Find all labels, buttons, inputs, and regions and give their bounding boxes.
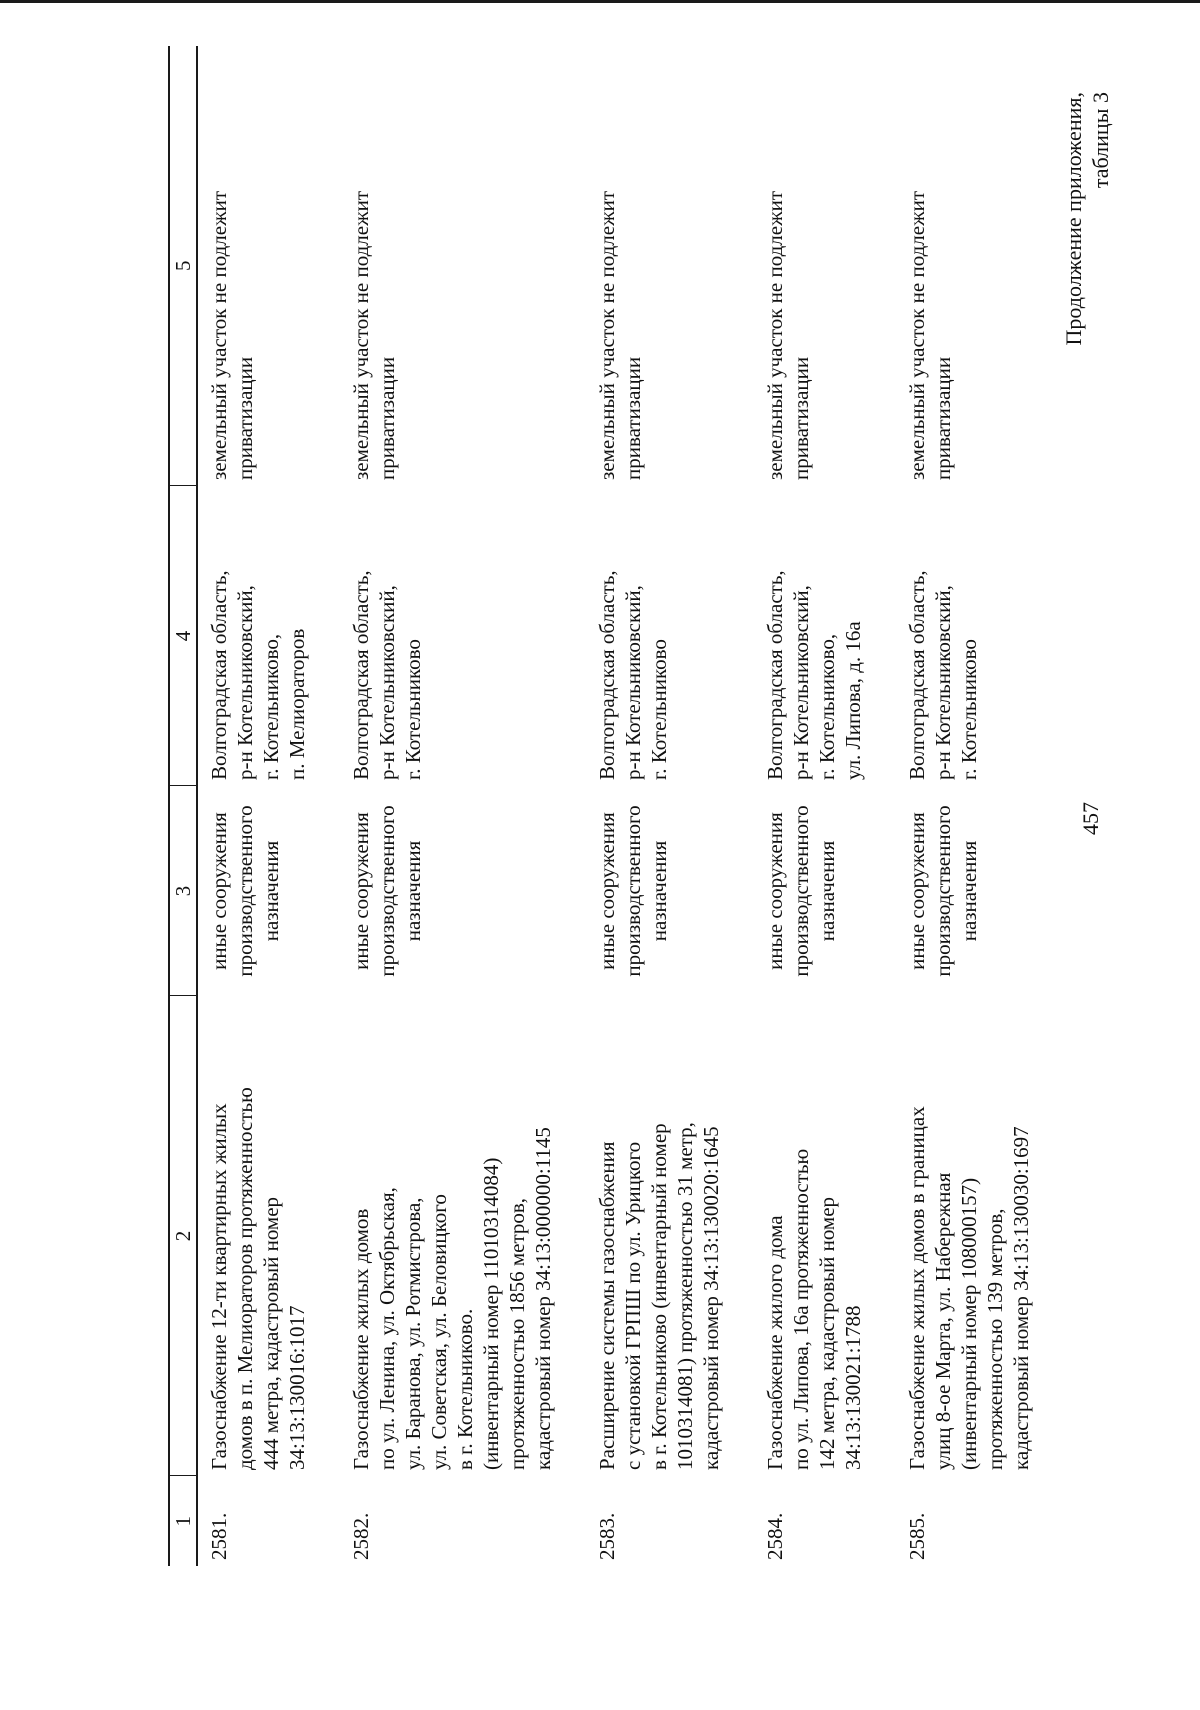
property-table — [168, 46, 1064, 1566]
object-type-line: назначения — [259, 840, 283, 942]
object-name-cell — [896, 996, 1064, 1476]
object-type-cell — [197, 786, 340, 996]
privatization-note-line: приватизации — [375, 356, 399, 480]
object-name-line: 142 метра, кадастровый номер — [815, 1196, 839, 1470]
object-name-line: домов в п. Мелиораторов протяженностью — [233, 1087, 257, 1470]
object-name-line: кадастровый номер 34:13:130020:1645 — [699, 1126, 723, 1470]
object-address-line: ул. Липова, д. 16а — [841, 621, 865, 780]
object-address-line: р-н Котельниковский, — [375, 585, 399, 780]
object-address-line: р-н Котельниковский, — [233, 585, 257, 780]
object-type-line: назначения — [815, 840, 839, 942]
object-name-line: в г. Котельниково. — [453, 1308, 477, 1470]
object-address-line: р-н Котельниковский, — [621, 585, 645, 780]
column-header: 1 — [169, 1476, 197, 1566]
table-row — [586, 46, 754, 1566]
row-number: 2582. — [349, 1512, 373, 1560]
object-name-line: по ул. Липова, 16а протяженностью — [789, 1148, 813, 1470]
table-row — [896, 46, 1064, 1566]
object-address-line: г. Котельниково, — [259, 633, 283, 780]
object-name-cell — [754, 996, 896, 1476]
privatization-note-cell — [896, 46, 1064, 486]
object-address-line: г. Котельниково — [957, 639, 981, 780]
object-address-cell — [586, 486, 754, 786]
table-row — [340, 46, 586, 1566]
object-name-line: протяженностью 1856 метров, — [505, 1197, 529, 1470]
table-row — [754, 46, 896, 1566]
object-name-line: 1010314081) протяженностью 31 метр, — [673, 1122, 697, 1470]
object-name-line: с установкой ГРПШ по ул. Урицкого — [621, 1141, 645, 1470]
privatization-note-line: земельный участок не подлежит — [349, 190, 373, 480]
object-name-cell — [340, 996, 586, 1476]
object-type-cell — [896, 786, 1064, 996]
privatization-note-line: земельный участок не подлежит — [595, 190, 619, 480]
privatization-note-line: приватизации — [789, 356, 813, 480]
object-name-line: ул. Баранова, ул. Ротмистрова, — [401, 1197, 425, 1470]
object-address-line: п. Мелиораторов — [285, 628, 309, 780]
object-address-line: р-н Котельниковский, — [931, 585, 955, 780]
page-number: 457 — [1078, 802, 1103, 835]
continuation-note — [1060, 92, 1114, 345]
continuation-line: таблицы 3 — [1088, 92, 1113, 189]
table-row — [197, 46, 340, 1566]
object-address-line: р-н Котельниковский, — [789, 585, 813, 780]
object-address-line: Волгоградская область, — [207, 570, 231, 780]
object-name-cell — [586, 996, 754, 1476]
object-name-line: 34:13:130016:1017 — [285, 1305, 309, 1470]
privatization-note-line: приватизации — [931, 356, 955, 480]
object-type-cell — [340, 786, 586, 996]
object-type-line: иные сооружения — [763, 812, 787, 970]
object-type-line: иные сооружения — [905, 812, 929, 970]
object-address-line: Волгоградская область, — [763, 570, 787, 780]
object-type-line: производственного — [375, 805, 399, 977]
object-type-line: производственного — [233, 805, 257, 977]
continuation-line: Продолжение приложения, — [1061, 92, 1086, 346]
object-address-line: Волгоградская область, — [349, 570, 373, 780]
object-type-cell — [754, 786, 896, 996]
object-type-line: иные сооружения — [595, 812, 619, 970]
object-name-line: кадастровый номер 34:13:130030:1697 — [1009, 1126, 1033, 1470]
object-address-cell — [197, 486, 340, 786]
object-type-line: назначения — [647, 840, 671, 942]
column-header: 3 — [169, 786, 197, 996]
privatization-note-cell — [754, 46, 896, 486]
privatization-note-cell — [586, 46, 754, 486]
object-name-cell — [197, 996, 340, 1476]
privatization-note-cell — [197, 46, 340, 486]
object-type-line: производственного — [789, 805, 813, 977]
object-name-line: в г. Котельниково (инвентарный номер — [647, 1123, 671, 1470]
object-address-line: г. Котельниково — [647, 639, 671, 780]
object-name-line: (инвентарный номер 11010314084) — [479, 1157, 503, 1470]
object-type-line: иные сооружения — [349, 812, 373, 970]
object-address-cell — [896, 486, 1064, 786]
row-number: 2581. — [207, 1512, 231, 1560]
object-name-line: Газоснабжение жилых домов — [349, 1208, 373, 1470]
object-name-line: 444 метра, кадастровый номер — [259, 1196, 283, 1470]
object-type-line: назначения — [401, 840, 425, 942]
object-name-line: Газоснабжение 12-ти квартирных жилых — [207, 1103, 231, 1470]
row-number: 2585. — [905, 1512, 929, 1560]
object-type-line: производственного — [621, 805, 645, 977]
object-name-line: кадастровый номер 34:13:000000:1145 — [531, 1127, 555, 1470]
object-address-line: Волгоградская область, — [905, 570, 929, 780]
object-name-line: Газоснабжение жилого дома — [763, 1215, 787, 1470]
object-address-line: Волгоградская область, — [595, 570, 619, 780]
object-type-line: иные сооружения — [207, 812, 231, 970]
object-type-cell — [586, 786, 754, 996]
column-header: 5 — [169, 46, 197, 486]
column-header: 2 — [169, 996, 197, 1476]
privatization-note-cell — [340, 46, 586, 486]
object-address-cell — [340, 486, 586, 786]
table-header-row — [169, 46, 197, 1566]
column-header: 4 — [169, 486, 197, 786]
privatization-note-line: земельный участок не подлежит — [207, 190, 231, 480]
object-name-line: по ул. Ленина, ул. Октябрьская, — [375, 1187, 399, 1470]
privatization-note-line: земельный участок не подлежит — [763, 190, 787, 480]
object-type-line: назначения — [957, 840, 981, 942]
object-name-line: ул. Советская, ул. Беловицкого — [427, 1194, 451, 1470]
privatization-note-line: приватизации — [233, 356, 257, 480]
object-address-cell — [754, 486, 896, 786]
row-number: 2584. — [763, 1512, 787, 1560]
object-name-line: улиц 8-ое Марта, ул. Набережная — [931, 1172, 955, 1470]
row-number: 2583. — [595, 1512, 619, 1560]
object-name-line: 34:13:130021:1788 — [841, 1305, 865, 1470]
privatization-note-line: приватизации — [621, 356, 645, 480]
object-type-line: производственного — [931, 805, 955, 977]
object-address-line: г. Котельниково — [401, 639, 425, 780]
object-name-line: Расширение системы газоснабжения — [595, 1141, 619, 1470]
table-body — [197, 46, 1064, 1566]
object-name-line: (инвентарный номер 108000157) — [957, 1177, 981, 1470]
object-name-line: Газоснабжение жилых домов в границах — [905, 1106, 929, 1470]
privatization-note-line: земельный участок не подлежит — [905, 190, 929, 480]
object-address-line: г. Котельниково, — [815, 633, 839, 780]
object-name-line: протяженностью 139 метров, — [983, 1208, 1007, 1470]
